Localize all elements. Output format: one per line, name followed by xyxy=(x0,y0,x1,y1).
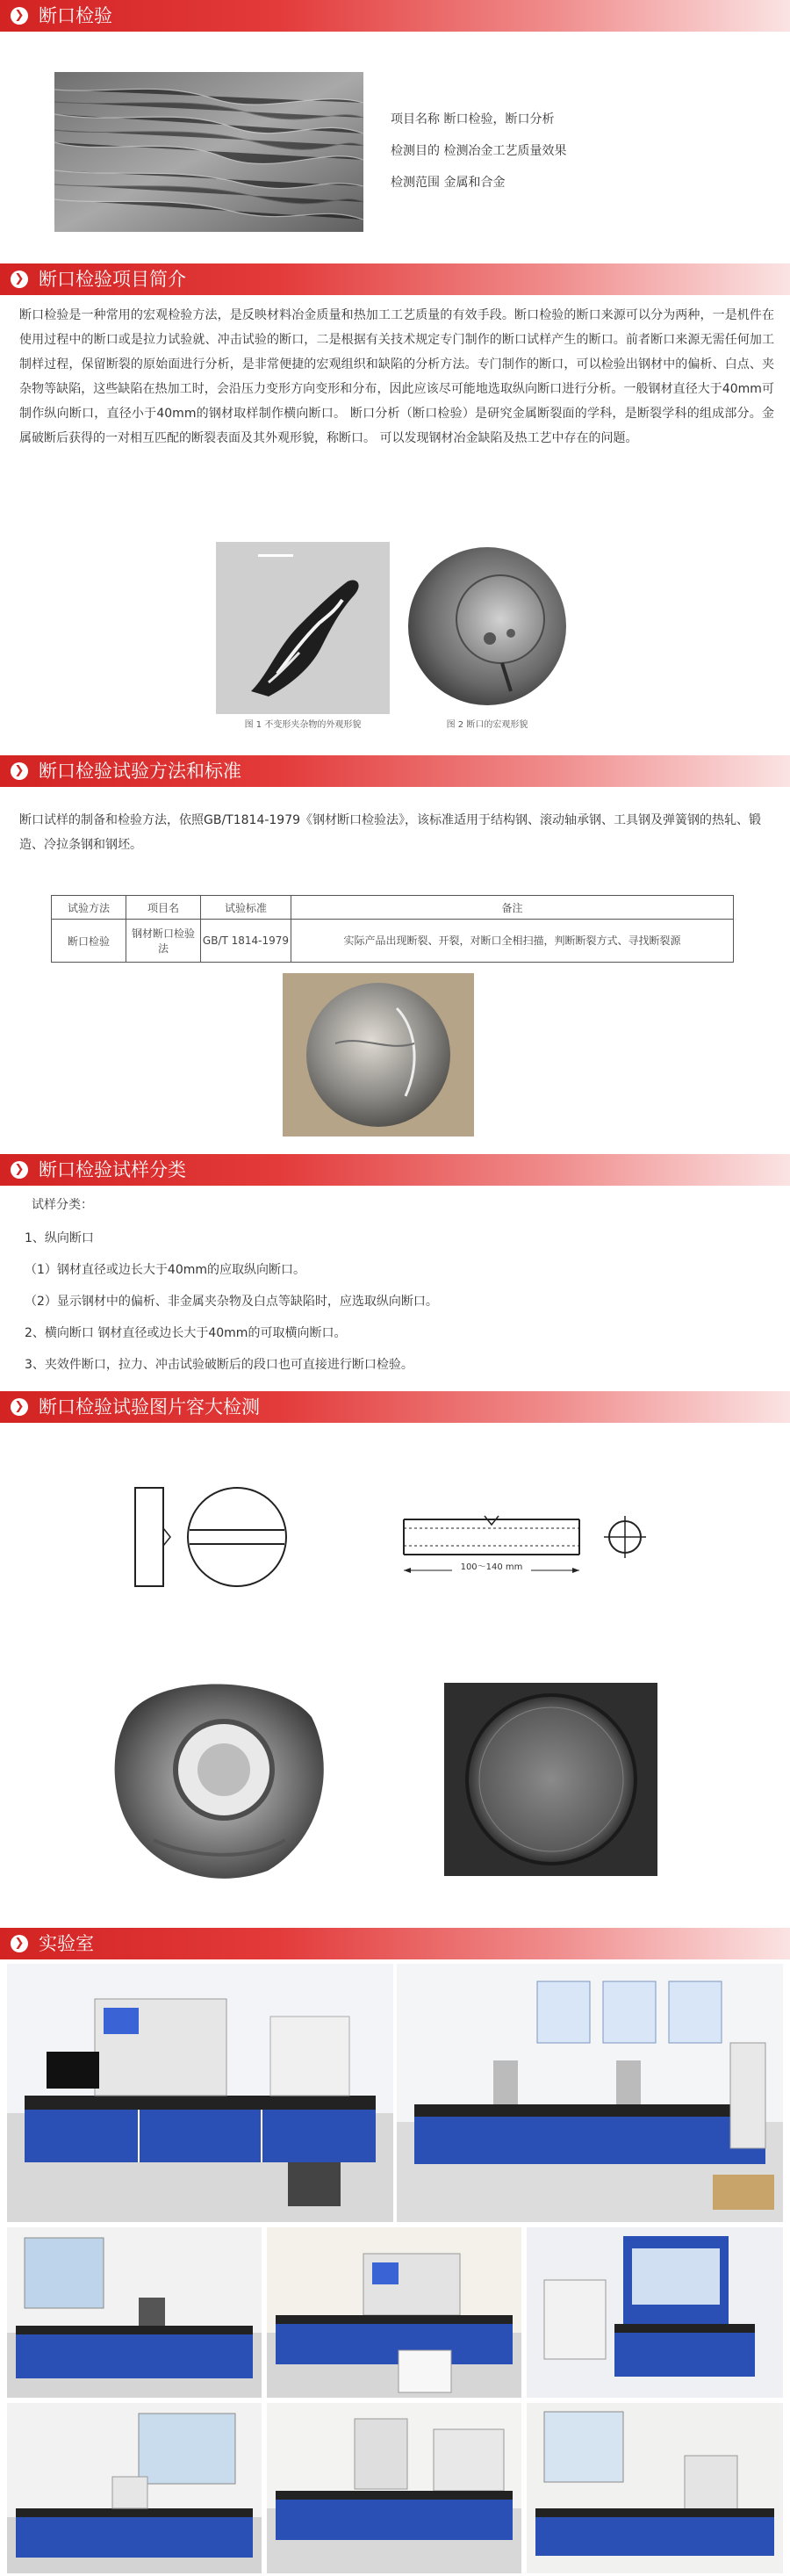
section-banner-lab xyxy=(0,1928,790,1959)
specimen-sketch-left xyxy=(123,1476,298,1598)
dimension-label: 100～140 mm xyxy=(452,1559,531,1572)
table-header-cell: 项目名 xyxy=(126,896,201,920)
chevron-right-icon: ❯ xyxy=(11,271,28,288)
section-banner-images xyxy=(0,1391,790,1423)
method-paragraph: 断口试样的制备和检验方法，依照GB/T1814-1979《钢材断口检验法》，该标准适用于结构钢、滚动轴承钢、工具钢及弹簧钢的热轧、锻造、冷拉条钢和钢坯。 xyxy=(19,813,762,852)
fracture-texture xyxy=(54,72,363,232)
lab-scene-fumehood xyxy=(527,2227,783,2398)
classification-item: （2）显示钢材中的偏析、非金属夹杂物及白点等缺陷时，应选取纵向断口。 xyxy=(25,1295,438,1309)
fracture-cross-section-photo xyxy=(283,973,474,1136)
fracture-disc-3 xyxy=(101,1664,334,1884)
fracture-macro-photo xyxy=(406,542,569,714)
lab-scene-window xyxy=(7,2403,262,2573)
figure-caption-1: 图 1 不变形夹杂物的外观形貌 xyxy=(244,720,362,730)
lab-scene-instruments xyxy=(527,2403,783,2573)
fracture-disc-2 xyxy=(283,973,474,1136)
fracture-disc-4 xyxy=(439,1678,663,1881)
table-row xyxy=(52,920,734,963)
section-title: 断口检验试样分类 xyxy=(39,1159,186,1180)
lab-scene-hardness xyxy=(397,1964,783,2222)
section-title: 断口检验试验图片容大检测 xyxy=(39,1396,260,1418)
lab-scene-bench xyxy=(267,2403,521,2573)
chevron-right-icon: ❯ xyxy=(11,1398,28,1416)
fracture-disc xyxy=(406,542,569,714)
fracture-sample-photo-right xyxy=(439,1678,663,1881)
section-banner-inspection xyxy=(0,0,790,32)
section-title: 实验室 xyxy=(39,1933,94,1954)
lab-photo xyxy=(267,2403,521,2573)
classification-heading: 试样分类： xyxy=(32,1198,93,1212)
table-cell: GB/T 1814-1979 xyxy=(201,920,291,963)
section-title: 断口检验项目简介 xyxy=(39,269,186,290)
section-title: 断口检验试验方法和标准 xyxy=(39,761,241,782)
lab-photo xyxy=(527,2403,783,2573)
table-cell: 断口检验 xyxy=(52,920,126,963)
lab-scene-microscope xyxy=(7,2227,262,2398)
lab-scene-analyzer xyxy=(267,2227,521,2398)
classification-item: 1、纵向断口 xyxy=(25,1231,94,1245)
table-header-cell: 试验方法 xyxy=(52,896,126,920)
lab-photo xyxy=(7,2227,262,2398)
inclusion-morphology-photo xyxy=(216,542,390,714)
classification-item: （1）钢材直径或边长大于40mm的应取纵向断口。 xyxy=(25,1263,305,1277)
chevron-right-icon: ❯ xyxy=(11,7,28,25)
table-cell: 实际产品出现断裂、开裂，对断口全相扫描，判断断裂方式、寻找断裂源 xyxy=(291,920,734,963)
lab-photo xyxy=(7,2403,262,2573)
lab-photo xyxy=(397,1964,783,2222)
table-header-cell: 备注 xyxy=(291,896,734,920)
fracture-surface-photo xyxy=(54,72,363,232)
section-title: 断口检验 xyxy=(39,5,112,26)
section-banner-classification xyxy=(0,1154,790,1186)
overview-project-name: 项目名称 断口检验，断口分析 xyxy=(391,112,555,126)
overview-purpose: 检测目的 检测冶金工艺质量效果 xyxy=(391,144,567,158)
lab-scene-spectrometer xyxy=(7,1964,393,2222)
chevron-right-icon: ❯ xyxy=(11,1935,28,1952)
intro-paragraph: 断口检验是一种常用的宏观检验方法，是反映材料冶金质量和热加工工艺质量的有效手段。断口检验的断口来源可以分为两种，一是机件在使用过程中的断口或是拉力试验就、冲击试验的断口，二是根据有关技术规定专门制作的断口试样产生的断口。前者断口来源无需任何加工制样过程，保留断裂的原始面进行分析，是非常便捷的宏观组织和缺陷的分析方法。专门制作的断口，可以检验出钢材中的偏析、白点、夹杂物等缺陷，这些缺陷在热加工时，会沿压力变形方向变形和分布，因此应该尽可能地选取纵向断口进行分析。一般钢材直径大于40mm可制作纵向断口，直径小于40mm的钢材取样制作横向断口。 断口分析（断口检验）是研究金属断裂面的学科，是断裂学科的组成部分。金属破断后获得的一对相互匹配的断裂表面及其外观形貌，称断口。 可以发现钢材冶金缺陷及热工艺中存在的问题。 xyxy=(19,308,774,445)
chevron-right-icon: ❯ xyxy=(11,762,28,780)
table-header-row xyxy=(52,896,734,920)
lab-photo xyxy=(527,2227,783,2398)
section-banner-method xyxy=(0,755,790,787)
overview-scope: 检测范围 金属和合金 xyxy=(391,176,506,190)
standards-table xyxy=(51,895,734,963)
lab-photo xyxy=(267,2227,521,2398)
figure-caption-2: 图 2 断口的宏观形貌 xyxy=(446,720,528,730)
classification-item: 3、夹效件断口，拉力、冲击试验破断后的段口也可直接进行断口检验。 xyxy=(25,1358,413,1372)
table-header-cell: 试验标准 xyxy=(201,896,291,920)
table-cell: 钢材断口检验法 xyxy=(126,920,201,963)
section-banner-intro xyxy=(0,263,790,295)
classification-item: 2、横向断口 钢材直径或边长大于40mm的可取横向断口。 xyxy=(25,1326,347,1340)
chevron-right-icon: ❯ xyxy=(11,1161,28,1179)
fracture-sample-photo-left xyxy=(101,1664,334,1884)
lab-photo xyxy=(7,1964,393,2222)
inclusion-shape xyxy=(216,542,390,714)
